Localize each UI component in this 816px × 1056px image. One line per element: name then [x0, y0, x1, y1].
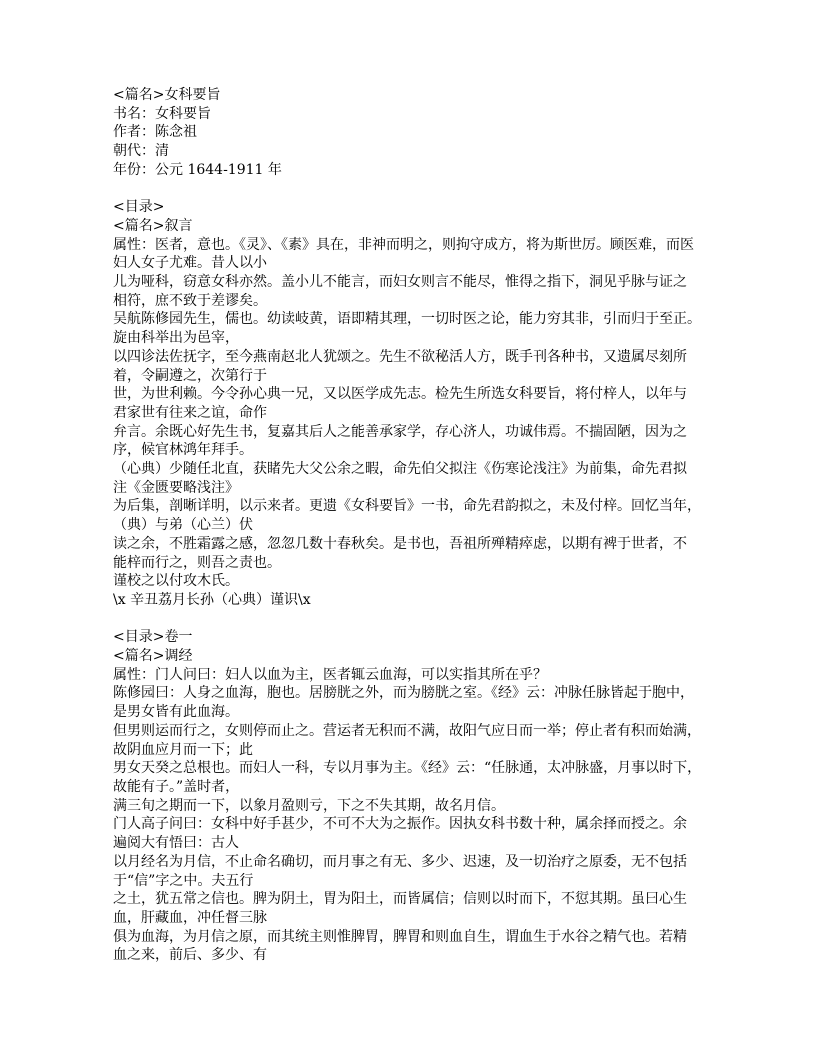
text-line: 门人高子问曰：女科中好手甚少，不可不大为之振作。因执女科书数十种，属余择而授之。余 [113, 816, 687, 833]
text-line: 序，候官林鸿年拜手。 [113, 442, 253, 459]
text-line: 君家世有往来之谊，命作 [113, 404, 267, 421]
text-line: <目录> [113, 199, 165, 216]
text-line: 能梓而行之，则吾之责也。 [113, 554, 281, 571]
text-line: 注《金匮要略浅注》 [113, 479, 239, 496]
text-line: 故能有子。”盖时者， [113, 778, 240, 795]
text-line: 陈修园曰：人身之血海，胞也。居膀胱之外，而为膀胱之室。《经》云：冲脉任脉皆起于胞中， [113, 685, 694, 702]
text-line [113, 180, 727, 199]
text-line: 世，为世利赖。今令孙心典一兄，又以医学成先志。检先生所选女科要旨，将付梓人，以年与 [113, 386, 687, 403]
text-line: <篇名>叙言 [113, 217, 193, 234]
text-line: 属性：门人问曰：妇人以血为主，医者辄云血海，可以实指其所在乎？ [113, 666, 547, 683]
text-line: 故阴血应月而一下；此 [113, 741, 253, 758]
text-line: 以四诊法佐抚字，至今燕南赵北人犹颂之。先生不欲秘活人方，既手刊各种书，又遗属尽刻所 [113, 348, 687, 365]
text-line: 满三旬之期而一下，以象月盈则亏，下之不失其期，故名月信。 [113, 797, 505, 814]
text-line: 妇人女子尤难。昔人以小 [113, 255, 267, 272]
text-line: 遍阅大有悟曰：古人 [113, 835, 239, 852]
text-line: 属性：医者，意也。《灵》、《素》具在，非神而明之，则拘守成方，将为斯世厉。顾医难，而医 [113, 236, 694, 253]
text-line: 于“信”字之中。夫五行 [113, 872, 254, 889]
text-line: 以月经名为月信，不止命名确切，而月事之有无、多少、迟速，及一切治疗之原委，无不包括 [113, 853, 687, 870]
text-line: <目录>卷一 [113, 629, 193, 646]
text-line: 作者：陈念祖 [113, 124, 197, 141]
text-line: 旋由科举出为邑宰， [113, 330, 239, 347]
text-line: 弁言。余既心好先生书，复嘉其后人之能善承家学，存心济人，功诚伟焉。不揣固陋，因为之 [113, 423, 687, 440]
text-line [113, 610, 727, 629]
text-line: 读之余，不胜霜露之感，忽忽几数十春秋矣。是书也，吾祖所殚精瘁虑，以期有裨于世者，不 [113, 535, 687, 552]
text-line: 俱为血海，为月信之原，而其统主则惟脾胃，脾胃和则血自生，谓血生于水谷之精气也。若精 [113, 928, 687, 945]
text-line: 之土，犹五常之信也。脾为阴土，胃为阳土，而皆属信；信则以时而下，不愆其期。虽曰心生 [113, 891, 687, 908]
text-line: 男女天癸之总根也。而妇人一科，专以月事为主。《经》云：“任脉通，太冲脉盛，月事以时下， [113, 760, 702, 777]
text-line: 年份：公元 1644-1911 年 [113, 161, 282, 178]
text-line: 血之来，前后、多少、有 [113, 947, 267, 964]
text-line: 书名：女科要旨 [113, 105, 211, 122]
text-line: （心典）少随任北直，获睹先大父公余之暇，命先伯父拟注《伤寒论浅注》为前集，命先君拟 [113, 461, 687, 478]
text-line: 血，肝藏血，冲任督三脉 [113, 909, 267, 926]
text-line: 相符，庶不致于差谬矣。 [113, 292, 267, 309]
text-line: 朝代：清 [113, 143, 169, 160]
document-text [113, 86, 727, 965]
text-line: 着，令嗣遵之，次第行于 [113, 367, 267, 384]
text-line: 是男女皆有此血海。 [113, 704, 239, 721]
text-line: 为后集，剖晰详明，以示来者。更遗《女科要旨》一书，命先君韵拟之，未及付梓。回忆当年， [113, 498, 701, 515]
text-line: （典）与弟（心兰）伏 [113, 517, 253, 534]
text-line: 但男则运而行之，女则停而止之。营运者无积而不满，故阳气应日而一举；停止者有积而始满， [113, 722, 701, 739]
text-line: 吴航陈修园先生，儒也。幼读岐黄，语即精其理，一切时医之论，能力穷其非，引而归于至正。 [113, 311, 701, 328]
text-line: <篇名>调经 [113, 648, 193, 665]
text-line: 谨校之以付攻木氏。 [113, 573, 239, 590]
text-line: \x 辛丑荔月长孙（心典）谨识\x [113, 591, 311, 608]
text-line: <篇名>女科要旨 [113, 87, 221, 103]
text-line: 儿为哑科，窃意女科亦然。盖小儿不能言，而妇女则言不能尽，惟得之指下，洞见乎脉与证之 [113, 274, 687, 291]
